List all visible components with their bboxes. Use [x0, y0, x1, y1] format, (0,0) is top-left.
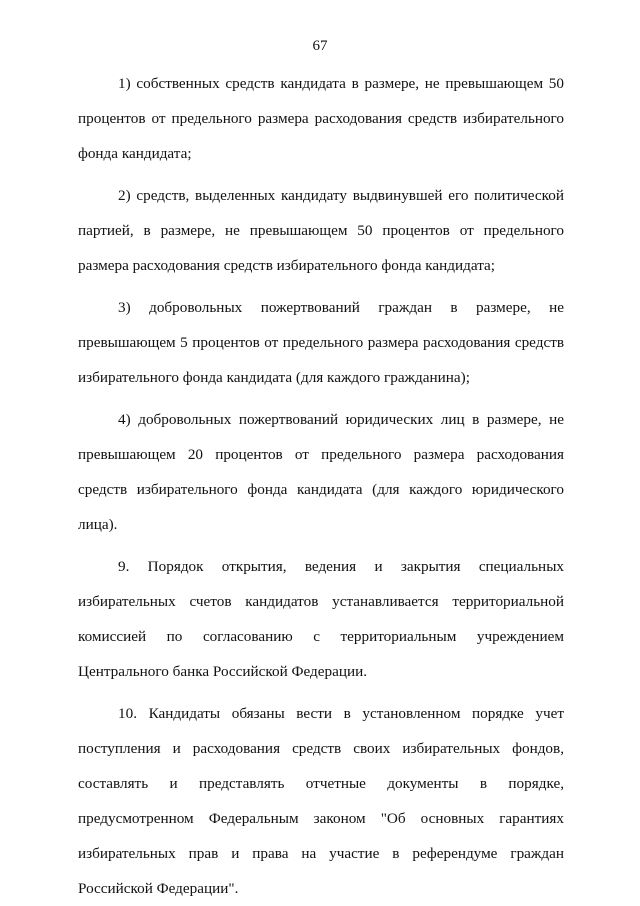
document-body — [78, 66, 564, 906]
paragraph-section-10: 10. Кандидаты обязаны вести в установленном порядке учет поступления и расходования средств своих избирательных фондов, составлять и представлять отчетные документы в порядке, предусмотренном Федеральным законом "Об основных гарантиях избирательных прав и права на участие в референдуме граждан Российской Федерации". — [78, 705, 564, 897]
paragraph-item-1: 1) собственных средств кандидата в размере, не превышающем 50 процентов от предельного размера расходования средств избирательного фонда кандидата; — [78, 75, 564, 162]
paragraph-item-4: 4) добровольных пожертвований юридических лиц в размере, не превышающем 20 процентов от предельного размера расходования средств избирательного фонда кандидата (для каждого юридического лица). — [78, 411, 564, 533]
page-number: 67 — [312, 38, 328, 54]
paragraph-section-9: 9. Порядок открытия, ведения и закрытия специальных избирательных счетов кандидатов устанавливается территориальной комиссией по согласованию с территориальным учреждением Центрального банка Российской Федерации. — [78, 558, 564, 680]
paragraph-item-2: 2) средств, выделенных кандидату выдвинувшей его политической партией, в размере, не превышающем 50 процентов от предельного размера расходования средств избирательного фонда кандидата; — [78, 187, 564, 274]
paragraph-item-3: 3) добровольных пожертвований граждан в размере, не превышающем 5 процентов от предельного размера расходования средств избирательного фонда кандидата (для каждого гражданина); — [78, 299, 564, 386]
